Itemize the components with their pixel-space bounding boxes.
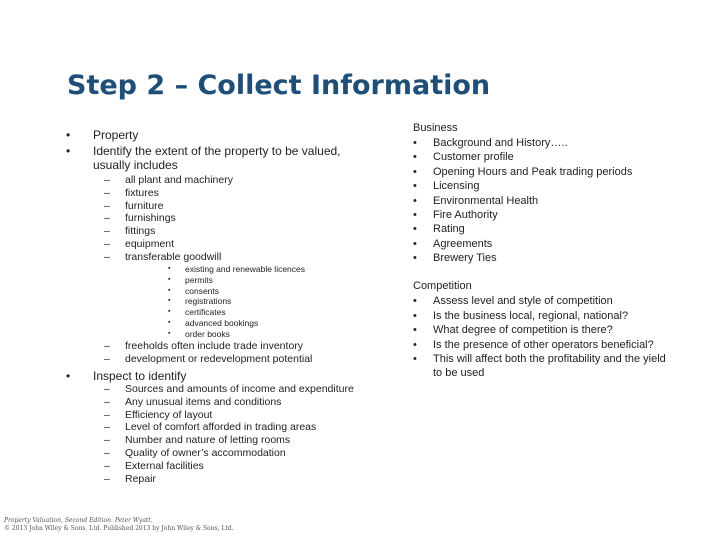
dash-icon: – [104, 395, 110, 408]
left-item-label: Identify the extent of the property to be valued, [93, 144, 341, 158]
heading-text: Business [413, 122, 458, 134]
list-item-text: permits [185, 274, 213, 285]
list-item-text: transferable goodwill [125, 250, 222, 263]
dash-icon: – [104, 472, 110, 485]
list-item-text: Fire Authority [433, 209, 498, 221]
bullet-icon: • [413, 324, 417, 336]
list-item-text: equipment [125, 238, 175, 250]
dash-icon: – [104, 459, 110, 472]
list-item-text: Licensing [433, 180, 480, 193]
list-item-text: Level of comfort afforded in trading areas [125, 421, 317, 434]
dash-icon: – [104, 238, 110, 250]
dash-icon: – [104, 421, 110, 434]
list-item-text: freeholds often include trade inventory [125, 340, 304, 352]
bullet-icon: ▪ [168, 265, 171, 272]
list-item-text: development or redevelopment potential [125, 352, 313, 365]
bullet-icon: • [413, 165, 417, 178]
dash-icon: – [104, 447, 110, 459]
list-item-text: furnishings [125, 212, 176, 225]
bullet-icon: ▪ [168, 275, 171, 283]
list-item-text: Is the business local, regional, national? [433, 309, 629, 322]
list-item-text: fittings [125, 225, 156, 238]
footer-book: Property Valuation, Second Edition. Peter Wyatt. [4, 517, 153, 524]
list-item-text: Number and nature of letting rooms [125, 434, 291, 447]
list-item-text: furniture [125, 199, 164, 212]
list-item-text: What degree of competition is there? [433, 324, 613, 336]
bullet-icon: • [66, 144, 71, 158]
list-item-text: certificates [185, 307, 226, 318]
footer-citation [4, 517, 234, 533]
list-item-text: Environmental Health [433, 194, 539, 207]
dash-icon: – [104, 434, 110, 447]
bullet-icon: • [413, 180, 417, 193]
left-item-label: Property [93, 128, 139, 142]
list-item-text: Repair [125, 472, 156, 485]
business-heading [413, 121, 458, 135]
bullet-icon: ▪ [168, 286, 171, 294]
bullet-icon: ▪ [168, 297, 171, 305]
bullet-icon: • [413, 309, 417, 322]
left-item-label: Inspect to identify [93, 369, 187, 383]
bullet-icon: ▪ [168, 329, 171, 337]
list-item-text: Agreements [433, 237, 493, 250]
bullet-icon: • [66, 128, 71, 142]
slide-title: Step 2 – Collect Information [67, 70, 491, 101]
footer-copyright: © 2013 John Wiley & Sons, Ltd. Published 2013 by John Wiley & Sons, Ltd. [4, 525, 234, 532]
continuation-text: to be used [433, 367, 485, 379]
dash-icon: – [104, 408, 110, 421]
dash-icon: – [104, 212, 110, 225]
bullet-icon: • [413, 237, 417, 250]
list-item-text: fixtures [125, 186, 159, 199]
left-item-continuation: usually includes [93, 158, 178, 172]
competition-heading [413, 279, 472, 293]
dash-icon: – [104, 340, 110, 352]
list-item-text: Sources and amounts of income and expenditure [125, 383, 354, 395]
bullet-icon: • [66, 369, 71, 383]
list-item-text: all plant and machinery [125, 174, 233, 186]
heading-text: Competition [413, 280, 472, 292]
bullet-icon: • [413, 209, 417, 221]
list-item-text: Opening Hours and Peak trading periods [433, 165, 633, 178]
dash-icon: – [104, 383, 110, 395]
list-item-text: Is the presence of other operators beneficial? [433, 338, 654, 351]
list-item-text: Rating [433, 223, 465, 236]
list-item-text: advanced bookings [185, 318, 259, 328]
list-item-text: consents [185, 285, 220, 296]
list-item-text: registrations [185, 296, 232, 307]
list-item-text: Quality of owner’s accommodation [125, 447, 286, 459]
bullet-icon: • [413, 223, 417, 236]
bullet-icon: ▪ [168, 308, 171, 316]
bullet-icon: • [413, 338, 417, 351]
list-item-text: Brewery Ties [433, 252, 497, 265]
dash-icon: – [104, 225, 110, 238]
dash-icon: – [104, 199, 110, 212]
dash-icon: – [104, 250, 110, 263]
dash-icon: – [104, 186, 110, 199]
dash-icon: – [104, 352, 110, 365]
bullet-icon: • [413, 194, 417, 207]
list-item-text: Efficiency of layout [125, 408, 213, 421]
list-item-text: existing and renewable licences [185, 264, 306, 274]
bullet-icon: ▪ [168, 319, 171, 326]
list-item-text: order books [185, 328, 230, 339]
list-item-text: Any unusual items and conditions [125, 395, 282, 408]
list-item-text: Assess level and style of competition [433, 295, 613, 307]
bullet-icon: • [413, 295, 417, 307]
list-item-text: External facilities [125, 459, 204, 472]
bullet-icon: • [413, 137, 417, 149]
dash-icon: – [104, 174, 110, 186]
bullet-icon: • [413, 252, 417, 265]
bullet-icon: • [413, 353, 417, 365]
list-item-text: Background and History….. [433, 137, 568, 149]
bullet-icon: • [413, 151, 417, 164]
list-item-text: This will affect both the profitability and the yield [433, 353, 666, 365]
list-item-text: Customer profile [433, 151, 514, 164]
